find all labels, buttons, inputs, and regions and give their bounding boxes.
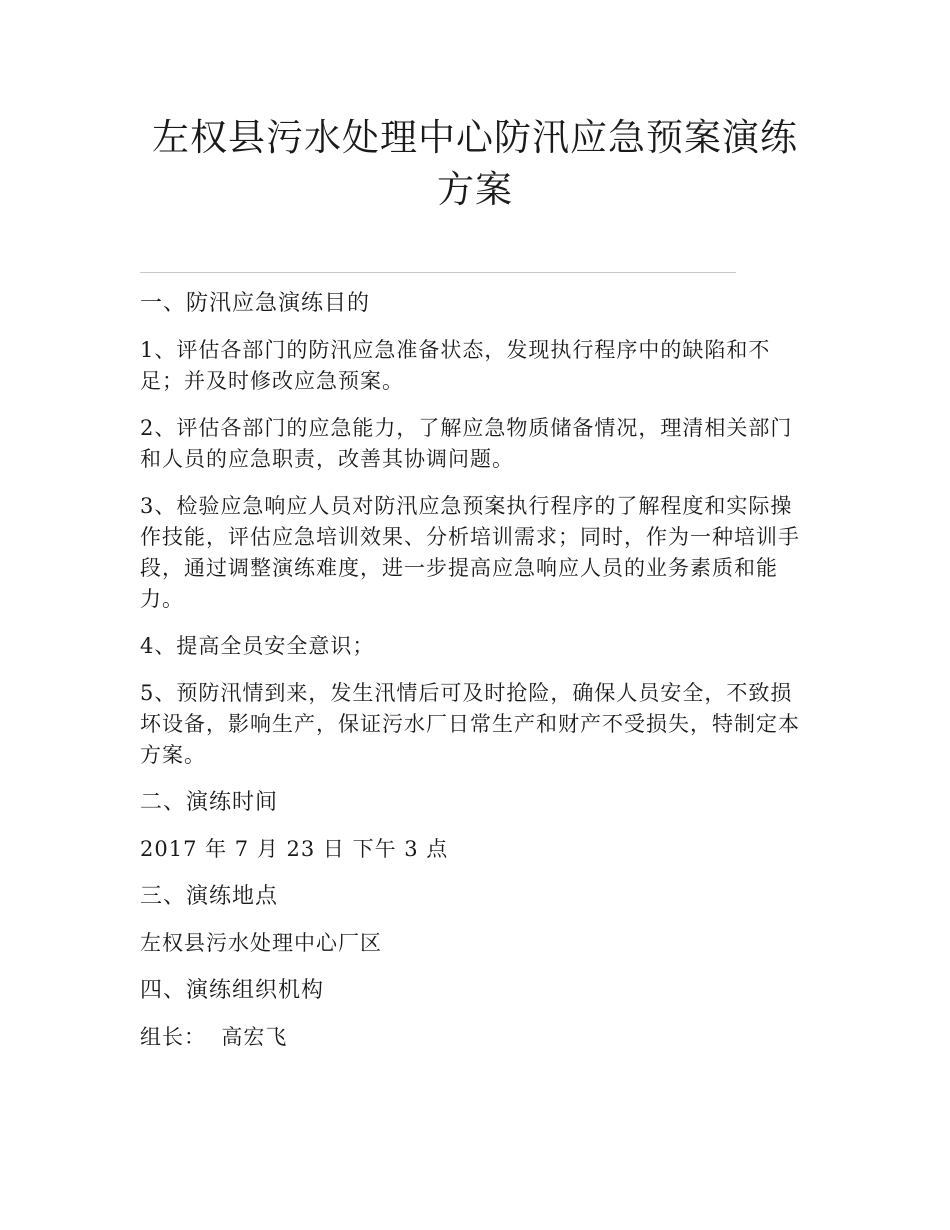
drill-location: 左权县污水处理中心厂区 bbox=[140, 931, 382, 955]
purpose-item-5: 5、预防汛情到来，发生汛情后可及时抢险，确保人员安全，不致损坏设备，影响生产，保证污水厂日常生产和财产不受损失，特制定本方案。 bbox=[140, 681, 800, 767]
section-heading-purpose: 一、防汛应急演练目的 bbox=[140, 291, 371, 316]
purpose-item-3: 3、检验应急响应人员对防汛应急预案执行程序的了解程度和实际操作技能，评估应急培训效果、分析培训需求；同时，作为一种培训手段，通过调整演练难度，进一步提高应急响应人员的业务素质和能力。 bbox=[140, 494, 800, 611]
group-leader: 组长： 高宏飞 bbox=[140, 1025, 288, 1049]
section-heading-time: 二、演练时间 bbox=[140, 790, 279, 815]
section-heading-location: 三、演练地点 bbox=[140, 884, 279, 909]
purpose-item-4: 4、提高全员安全意识； bbox=[140, 634, 375, 658]
document-body bbox=[140, 288, 812, 1069]
purpose-item-2: 2、评估各部门的应急能力，了解应急物质储备情况，理清相关部门和人员的应急职责，改善其协调问题。 bbox=[140, 416, 793, 471]
purpose-item-1: 1、评估各部门的防汛应急准备状态，发现执行程序中的缺陷和不足；并及时修改应急预案。 bbox=[140, 338, 771, 393]
title-divider bbox=[140, 272, 736, 273]
document-title: 左权县污水处理中心防汛应急预案演练方案 bbox=[152, 116, 798, 211]
section-heading-organization: 四、演练组织机构 bbox=[140, 978, 325, 1003]
drill-time: 2017 年 7 月 23 日 下午 3 点 bbox=[140, 837, 449, 861]
